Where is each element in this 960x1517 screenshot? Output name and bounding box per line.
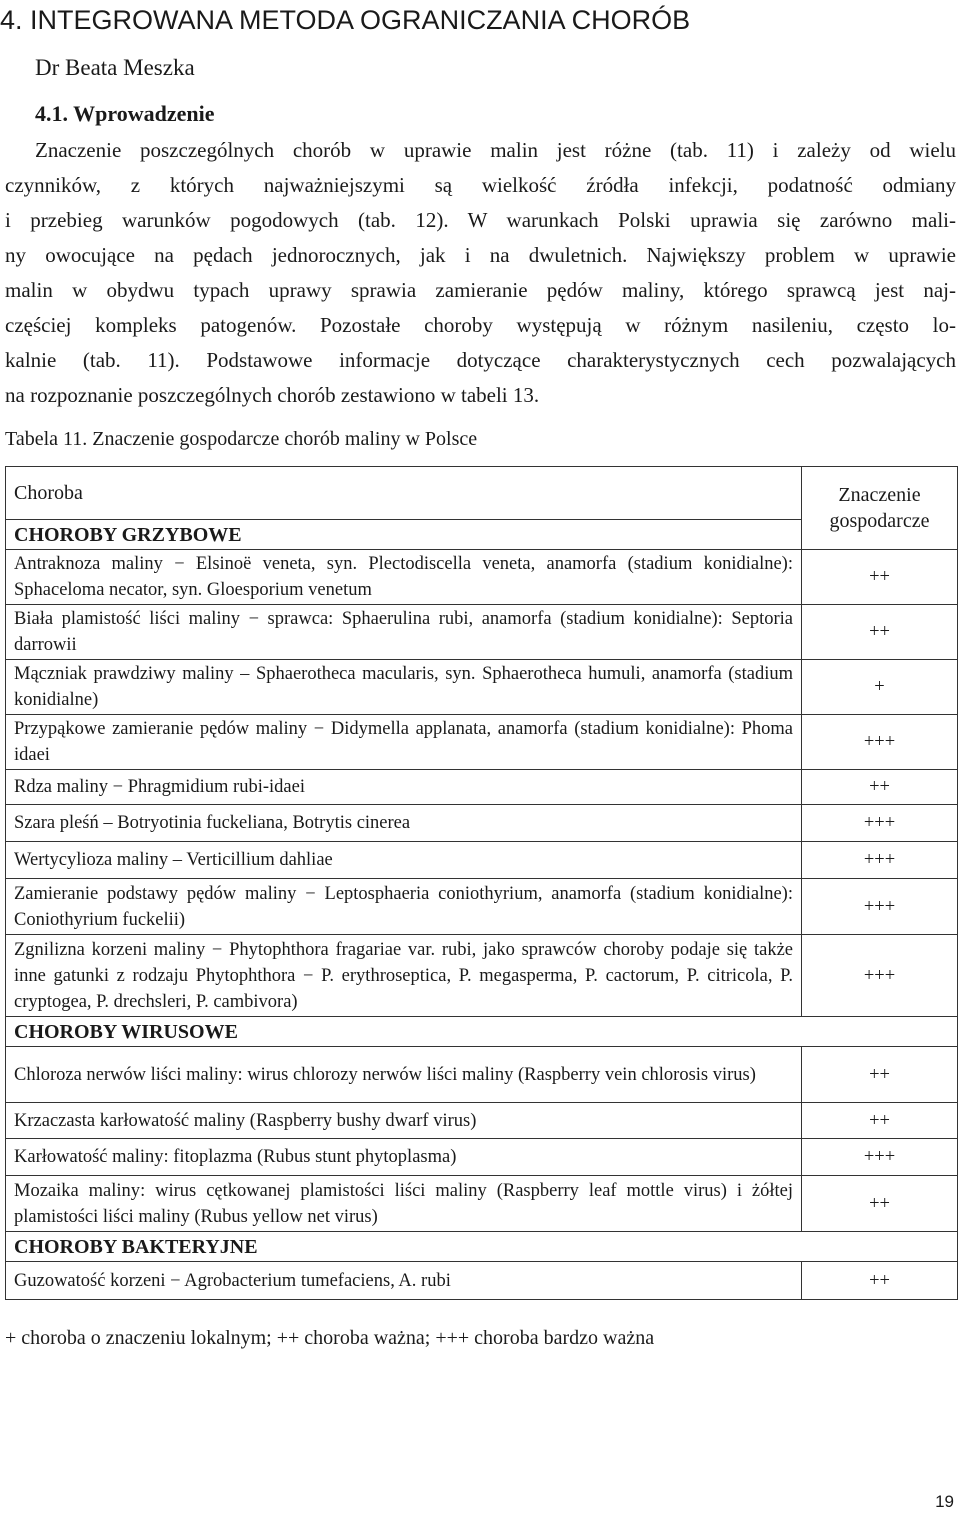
importance-value: +++ <box>802 1139 958 1176</box>
disease-pathogen: − Elsinoë veneta, syn. Plectodiscella veneta, anamorfa (stadium konidialne): Sphaceloma necator, syn. Gloesporium venetum <box>14 554 793 600</box>
header-importance: Znaczenie gospodarcze <box>802 467 958 550</box>
importance-value: ++ <box>802 605 958 660</box>
importance-value: +++ <box>802 879 958 935</box>
chapter-title: 4. INTEGROWANA METODA OGRANICZANIA CHORÓB <box>0 5 691 35</box>
disease-name: Mozaika maliny <box>14 1180 141 1201</box>
table-row <box>6 935 958 1017</box>
table-row <box>6 770 958 805</box>
importance-value: ++ <box>802 550 958 605</box>
importance-value: +++ <box>802 805 958 842</box>
disease-pathogen: : wirus chlorozy nerwów liści maliny (Raspberry vein chlorosis virus) <box>237 1064 756 1085</box>
disease-pathogen: – Botryotinia fuckeliana, Botrytis cinerea <box>98 813 411 833</box>
category-fungal: CHOROBY GRZYBOWE <box>6 520 802 550</box>
disease-name: Mączniak prawdziwy maliny <box>14 664 234 684</box>
disease-pathogen: : fitoplazma (Rubus stunt phytoplasma) <box>163 1147 457 1167</box>
table-row <box>6 1176 958 1232</box>
importance-value: ++ <box>802 1262 958 1300</box>
disease-name: Zgnilizna korzeni maliny <box>14 939 206 960</box>
importance-value: ++ <box>802 1176 958 1232</box>
disease-name: Guzowatość korzeni <box>14 1270 166 1291</box>
disease-pathogen: : wirus cętkowanej plamistości liści maliny (Raspberry leaf mottle virus) i żółtej plamistości liści maliny (Rubus yellow net virus) <box>14 1180 794 1227</box>
disease-pathogen: − Agrobacterium tumefaciens, A. rubi <box>165 1270 451 1291</box>
disease-name: Krzaczasta karłowatość maliny <box>14 1110 246 1131</box>
disease-pathogen: − sprawca: Sphaerulina rubi, anamorfa (stadium konidialne): Septoria darrowii <box>14 609 793 655</box>
category-bacterial: CHOROBY BAKTERYJNE <box>6 1232 958 1262</box>
header-disease: Choroba <box>6 467 802 520</box>
disease-name: Antraknoza maliny <box>14 554 163 574</box>
table-row <box>6 805 958 842</box>
disease-pathogen: − Leptosphaeria coniothyrium, anamorfa (stadium konidialne): Coniothyrium fuckelii) <box>14 883 793 930</box>
table-row <box>6 842 958 879</box>
table-row <box>6 1139 958 1176</box>
table-row <box>6 550 958 605</box>
disease-name: Chloroza nerwów liści maliny <box>14 1064 238 1085</box>
importance-value: + <box>802 660 958 715</box>
disease-name: Przypąkowe zamieranie pędów maliny <box>14 719 308 739</box>
disease-pathogen: − Phytophthora fragariae var. rubi, jako sprawców choroby podaje się także inne gatunki z rodzaju Phytophthora − P. erythroseptica, P. megasperma, P. cactorum, P. citricola, P. cryptogea, P. drechsleri, P. cambivora) <box>14 939 794 1012</box>
table-row <box>6 1262 958 1300</box>
importance-value: +++ <box>802 935 958 1017</box>
table-row <box>6 605 958 660</box>
disease-importance-table <box>5 466 958 1300</box>
disease-pathogen: (Raspberry bushy dwarf virus) <box>245 1110 477 1131</box>
importance-value: ++ <box>802 1103 958 1139</box>
disease-name: Biała plamistość liści maliny <box>14 609 241 629</box>
category-row-viral <box>6 1017 958 1047</box>
disease-name: Rdza maliny <box>14 777 109 797</box>
table-row <box>6 879 958 935</box>
disease-pathogen: – Verticillium dahliae <box>168 850 333 870</box>
section-title: 4.1. Wprowadzenie <box>35 101 215 126</box>
table-row <box>6 660 958 715</box>
page-number: 19 <box>935 1492 954 1511</box>
intro-line: i przebieg warunków pogodowych (tab. 12). W warunkach Polski uprawia się zarówno mali- <box>5 208 956 232</box>
table-footnote: + choroba o znaczeniu lokalnym; ++ choroba ważna; +++ choroba bardzo ważna <box>5 1327 655 1349</box>
intro-line: ny owocujące na pędach jednorocznych, jak i na dwuletnich. Największy problem w uprawie <box>5 243 956 267</box>
disease-pathogen: − Didymella applanata, anamorfa (stadium konidialne): Phoma idaei <box>14 719 793 765</box>
table-row <box>6 1047 958 1103</box>
table-header-row <box>6 467 958 520</box>
importance-value: +++ <box>802 842 958 879</box>
disease-name: Szara pleśń <box>14 813 99 833</box>
intro-line: na rozpoznanie poszczególnych chorób zestawiono w tabeli 13. <box>5 383 540 407</box>
table-row <box>6 715 958 770</box>
importance-value: ++ <box>802 1047 958 1103</box>
intro-line: malin w obydwu typach uprawy sprawia zamieranie pędów maliny, którego sprawcą jest naj- <box>5 278 956 302</box>
category-row-bacterial <box>6 1232 958 1262</box>
importance-value: +++ <box>802 715 958 770</box>
intro-line: czynników, z których najważniejszymi są wielkość źródła infekcji, podatność odmiany <box>5 173 956 197</box>
table-caption: Tabela 11. Znaczenie gospodarcze chorób maliny w Polsce <box>5 428 478 450</box>
disease-name: Karłowatość maliny <box>14 1147 164 1167</box>
author-name: Dr Beata Meszka <box>35 55 195 80</box>
disease-name: Zamieranie podstawy pędów maliny <box>14 883 297 904</box>
disease-pathogen: − Phragmidium rubi-idaei <box>108 777 305 797</box>
importance-value: ++ <box>802 770 958 805</box>
disease-pathogen: – Sphaerotheca macularis, syn. Sphaerotheca humuli, anamorfa (stadium konidialne) <box>14 664 793 710</box>
disease-name: Wertycylioza maliny <box>14 850 169 870</box>
intro-paragraph <box>5 133 956 413</box>
category-viral: CHOROBY WIRUSOWE <box>6 1017 958 1047</box>
intro-line: częściej kompleks patogenów. Pozostałe choroby występują w różnym nasileniu, często lo- <box>5 313 956 337</box>
intro-line: Znaczenie poszczególnych chorób w uprawie malin jest różne (tab. 11) i zależy od wielu <box>35 138 956 162</box>
intro-line: kalnie (tab. 11). Podstawowe informacje dotyczące charakterystycznych cech pozwalających <box>5 348 956 372</box>
table-row <box>6 1103 958 1139</box>
